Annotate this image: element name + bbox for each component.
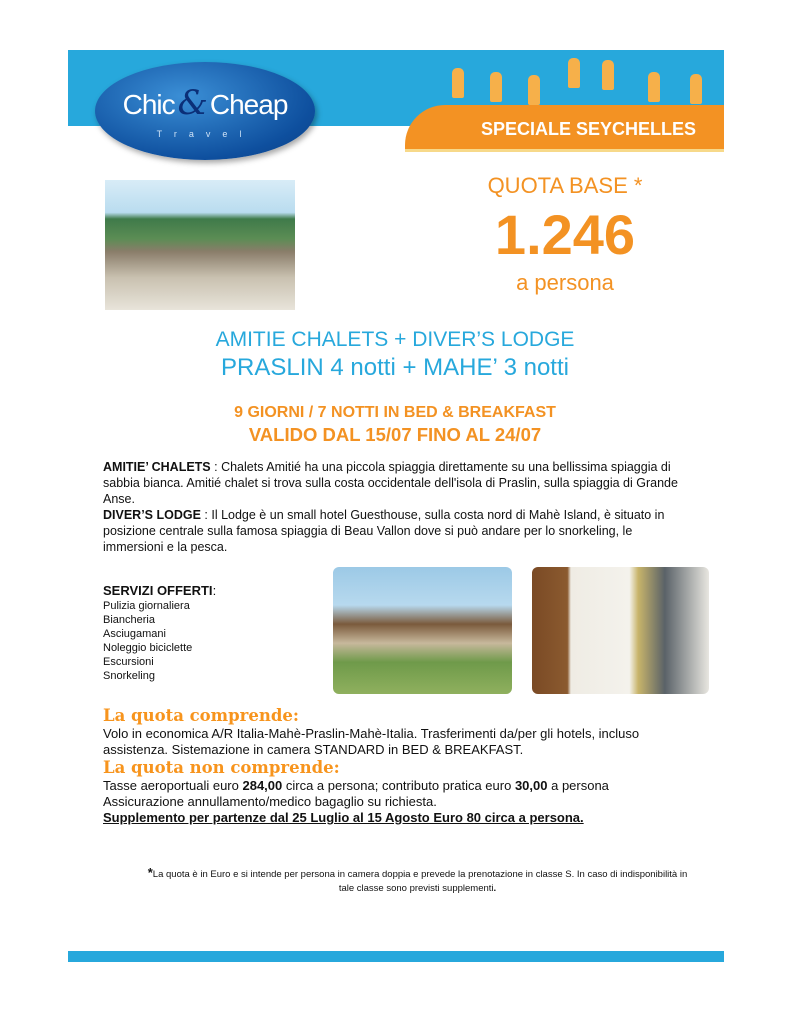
excludes-text: Tasse aeroportuali euro 284,00 circa a persona; contributo pratica euro 30,00 a persona	[103, 778, 609, 793]
offer-subtitle: PRASLIN 4 notti + MAHE’ 3 notti	[221, 354, 569, 381]
chalet-photo	[333, 567, 512, 694]
room-photo	[532, 567, 709, 694]
service-item: Biancheria	[103, 614, 155, 626]
beach-photo	[105, 180, 295, 310]
price-amount: 1.246	[494, 203, 636, 266]
includes-section	[103, 706, 703, 826]
footer-band	[68, 951, 724, 962]
excludes-title: La quota non comprende:	[103, 758, 340, 777]
logo-amp: &	[177, 83, 207, 123]
banner-tab	[405, 105, 724, 152]
includes-title: La quota comprende:	[103, 706, 299, 725]
description	[103, 459, 683, 555]
service-item: Snorkeling	[103, 670, 155, 682]
logo	[95, 62, 315, 160]
service-item: Pulizia giornaliera	[103, 600, 190, 612]
includes-text: Volo in economica A/R Italia-Mahè-Praslin-Mahè-Italia. Trasferimenti da/per gli hotels, incluso assistenza. Sistemazione in camera STANDARD in BED & BREAKFAST.	[103, 726, 640, 757]
price-unit: a persona	[516, 270, 614, 295]
footnote: *La quota è in Euro e si intende per persona in camera doppia e prevede la prenotazione in classe S. In caso di indisponibilità in tale classe sono previsti supplementi.	[147, 865, 688, 894]
offer-title: AMITIE CHALETS + DIVER’S LODGE	[215, 328, 575, 351]
banner-title: SPECIALE SEYCHELLES	[480, 119, 696, 139]
offer-duration: 9 GIORNI / 7 NOTTI IN BED & BREAKFAST	[234, 404, 556, 421]
service-item: Escursioni	[103, 656, 154, 668]
excludes-insurance: Assicurazione annullamento/medico bagaglio su richiesta.	[103, 794, 437, 809]
service-item: Noleggio biciclette	[103, 642, 193, 654]
services-title: SERVIZI OFFERTI	[103, 583, 213, 598]
hotel2-description: DIVER’S LODGE : Il Lodge è un small hotel Guesthouse, sulla costa nord di Mahè Island, è situato in posizione centrale sulla famosa spiaggia di Beau Vallon dove si può andare per lo snorkeling, le immersioni e la pesca.	[103, 508, 665, 554]
logo-sub: Travel	[156, 129, 254, 139]
supplement-note: Supplemento per partenze dal 25 Luglio al 15 Agosto Euro 80 circa a persona.	[103, 810, 584, 825]
hotel1-description: AMITIE’ CHALETS : Chalets Amitié ha una piccola spiaggia direttamente su una bellissima spiaggia di sabbia bianca. Amitié chalet si trova sulla costa occidentale dell'isola di Praslin, sulla spiaggia di Grande Anse.	[103, 460, 678, 506]
price-label: QUOTA BASE *	[487, 173, 643, 198]
offer-validity: VALIDO DAL 15/07 FINO AL 24/07	[248, 424, 542, 445]
service-item: Asciugamani	[103, 628, 166, 640]
logo-text: Chic& Cheap	[122, 83, 288, 123]
services-list: SERVIZI OFFERTI: Pulizia giornaliera Biancheria Asciugamani Noleggio biciclette Escursioni Snorkeling	[103, 583, 217, 682]
